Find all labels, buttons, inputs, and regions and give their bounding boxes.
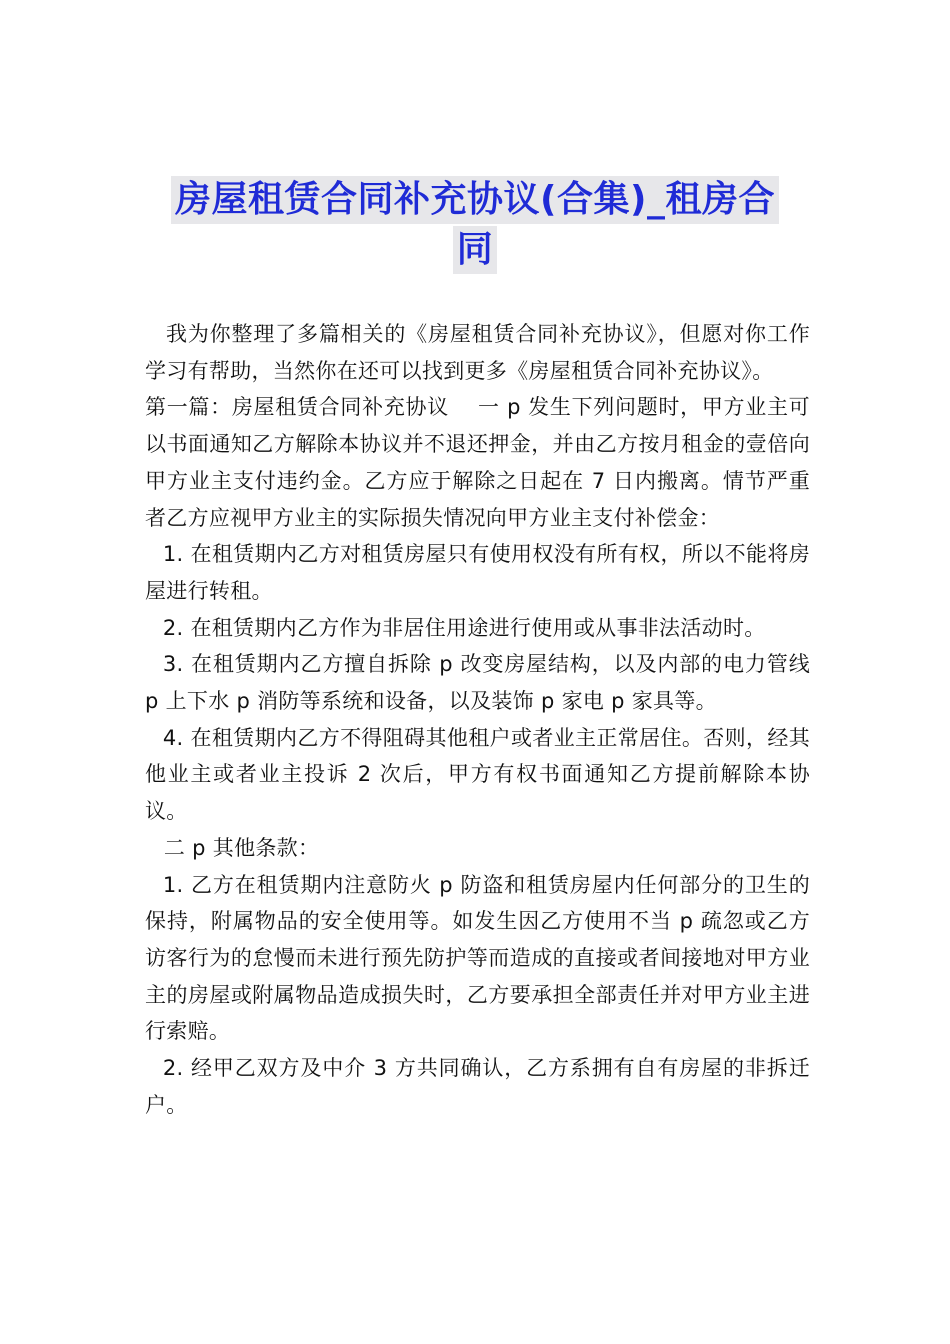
other-clause-2: 2. 经甲乙双方及中介 3 方共同确认，乙方系拥有自有房屋的非拆迁户。 [145, 1056, 810, 1117]
section-one-paragraph: 第一篇：房屋租赁合同补充协议 一 p 发生下列问题时，甲方业主可以书面通知乙方解除本协议并不退还押金，并由乙方按月租金的壹倍向甲方业主支付违约金。乙方应于解除之日起在 7 日内搬离。情节严重者乙方应视甲方业主的实际损失情况向甲方业主支付补偿金： [145, 395, 810, 530]
clause-2: 2. 在租赁期内乙方作为非居住用途进行使用或从事非法活动时。 [162, 615, 766, 640]
document-body [145, 316, 810, 1123]
title-line-2: 同 [453, 226, 498, 274]
document-title [150, 176, 800, 274]
clause-4: 4. 在租赁期内乙方不得阻碍其他租户或者业主正常居住。否则，经其他业主或者业主投诉 2 次后，甲方有权书面通知乙方提前解除本协议。 [145, 725, 810, 824]
other-clause-1: 1. 乙方在租赁期内注意防火 p 防盗和租赁房屋内任何部分的卫生的保持，附属物品的安全使用等。如发生因乙方使用不当 p 疏忽或乙方访客行为的怠慢而未进行预先防护等而造成的直接或者间接地对甲方业主的房屋或附属物品造成损失时，乙方要承担全部责任并对甲方业主进行索赔。 [145, 872, 810, 1044]
section-two-heading: 二 p 其他条款： [163, 835, 320, 860]
clause-1: 1. 在租赁期内乙方对租赁房屋只有使用权没有所有权，所以不能将房屋进行转租。 [145, 542, 810, 603]
title-line-1: 房屋租赁合同补充协议(合集)_租房合 [171, 176, 779, 224]
clause-3: 3. 在租赁期内乙方擅自拆除 p 改变房屋结构，以及内部的电力管线 p 上下水 p 消防等系统和设备，以及装饰 p 家电 p 家具等。 [145, 652, 810, 714]
intro-paragraph: 我为你整理了多篇相关的《房屋租赁合同补充协议》，但愿对你工作学习有帮助，当然你在还可以找到更多《房屋租赁合同补充协议》。 [145, 322, 810, 383]
